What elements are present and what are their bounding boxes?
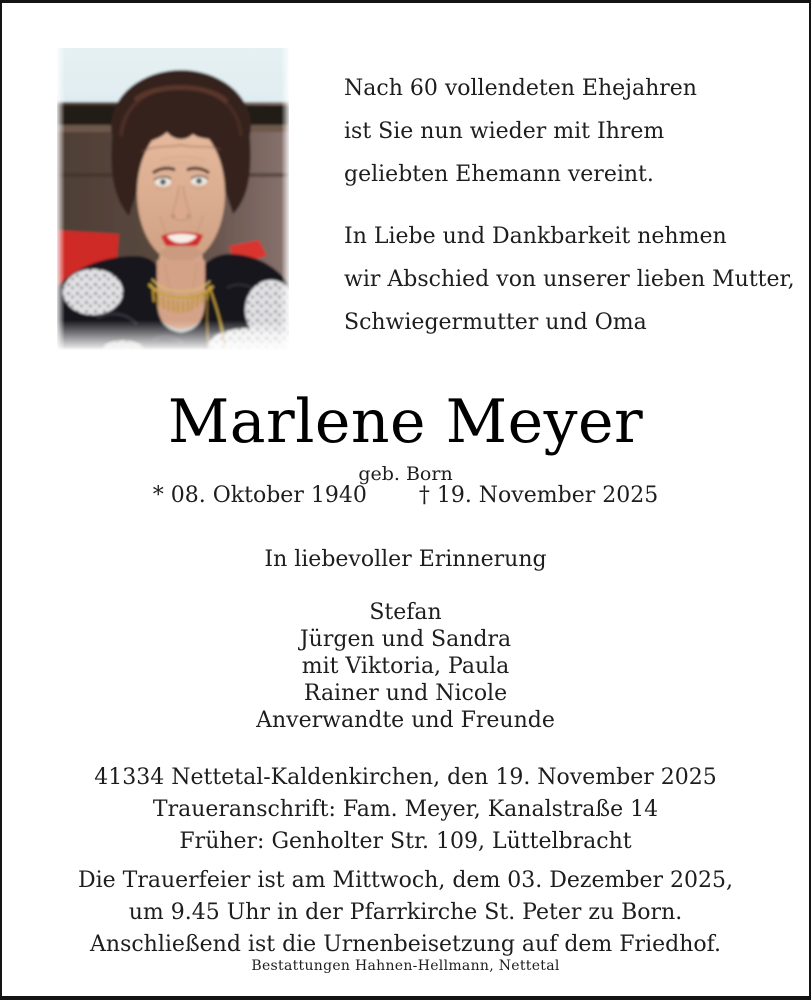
address-line: Traueranschrift: Fam. Meyer, Kanalstraße 14 (152, 797, 659, 822)
birth-entry (153, 483, 367, 508)
birth-star-icon: * (152, 483, 164, 508)
portrait-photo (57, 48, 289, 350)
funeral-info (2, 865, 809, 961)
funeral-line: um 9.45 Uhr in der Pfarrkirche St. Peter zu Born. (128, 900, 683, 925)
death-entry (419, 483, 658, 508)
opening-line: Nach 60 vollendeten Ehejahren (344, 76, 697, 101)
opening-text (344, 67, 795, 344)
deceased-name: Marlene Meyer (167, 387, 644, 457)
address-line: Früher: Genholter Str. 109, Lüttelbracht (179, 829, 632, 854)
mourner-line: Jürgen und Sandra (299, 627, 512, 652)
birth-date: 08. Oktober 1940 (170, 483, 367, 508)
death-date: 19. November 2025 (436, 483, 659, 508)
remembrance-line: In liebevoller Erinnerung (264, 547, 547, 572)
opening-line: Schwiegermutter und Oma (344, 310, 647, 335)
mourners-list (2, 599, 809, 734)
mourner-line: Anverwandte und Freunde (256, 708, 555, 733)
funeral-home-line: Bestattungen Hahnen-Hellmann, Nettetal (251, 958, 560, 974)
maiden-name: geb. Born (358, 463, 453, 485)
address-block (2, 762, 809, 858)
death-cross-icon: † (418, 483, 430, 508)
opening-line: wir Abschied von unserer lieben Mutter, (344, 267, 795, 292)
portrait-photo-graphic (57, 48, 289, 350)
life-dates (2, 483, 809, 508)
address-line: 41334 Nettetal-Kaldenkirchen, den 19. November 2025 (94, 765, 717, 790)
opening-line: geliebten Ehemann vereint. (344, 162, 654, 187)
funeral-line: Anschließend ist die Urnenbeisetzung auf dem Friedhof. (90, 932, 721, 957)
paragraph-gap (344, 196, 795, 215)
mourner-line: Rainer und Nicole (303, 681, 508, 706)
opening-line: ist Sie nun wieder mit Ihrem (344, 119, 665, 144)
funeral-line: Die Trauerfeier ist am Mittwoch, dem 03. Dezember 2025, (77, 868, 733, 893)
mourner-line: mit Viktoria, Paula (301, 654, 510, 679)
mourner-line: Stefan (369, 600, 442, 625)
opening-line: In Liebe und Dankbarkeit nehmen (344, 224, 727, 249)
